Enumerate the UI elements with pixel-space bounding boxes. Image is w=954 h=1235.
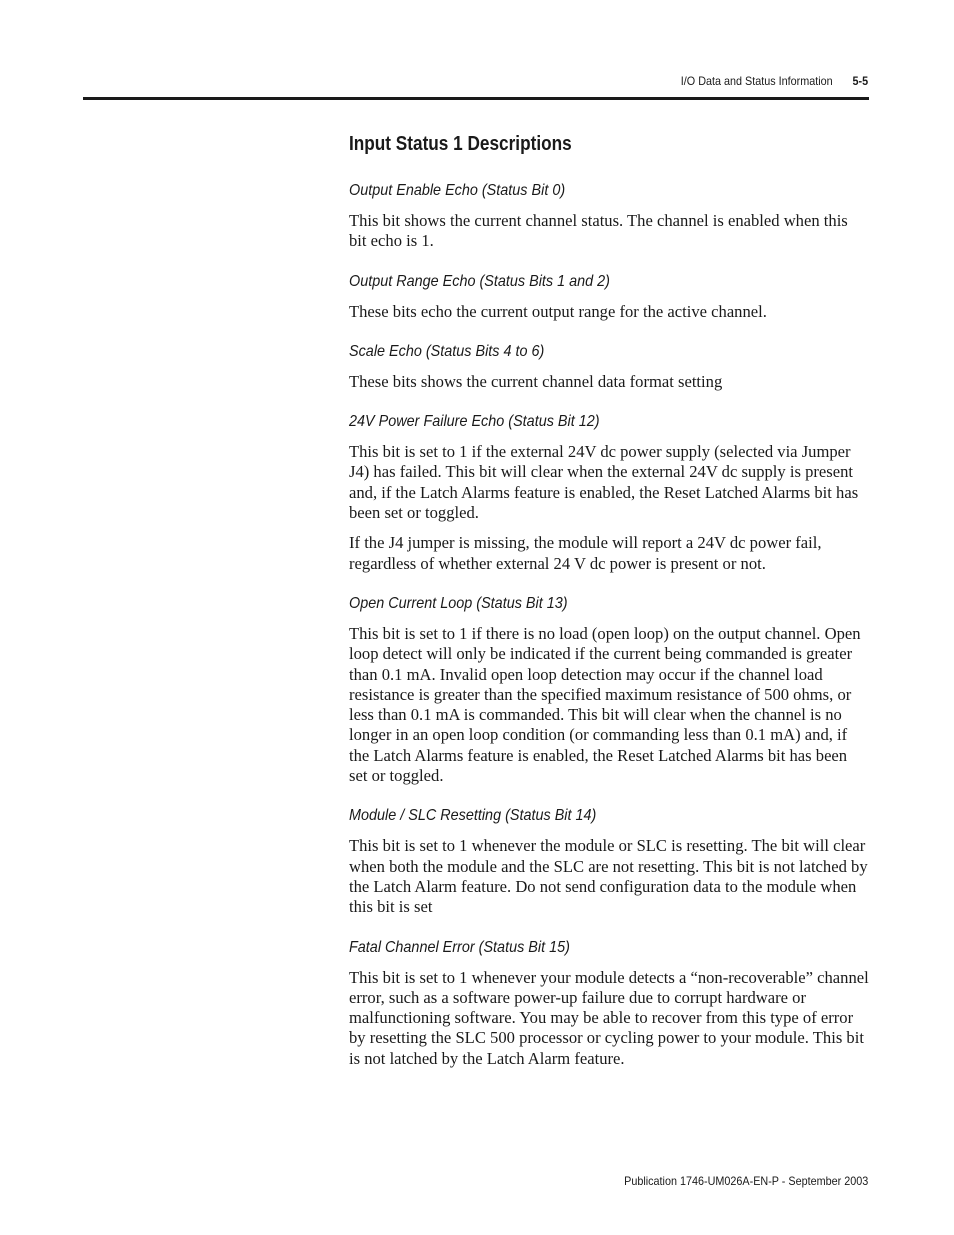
item-heading: Output Enable Echo (Status Bit 0): [349, 182, 566, 199]
header-section-name: I/O Data and Status Information: [680, 74, 833, 88]
item-paragraph: This bit shows the current channel status. The channel is enabled when this bit echo is 1.: [349, 211, 848, 251]
item-paragraph: This bit is set to 1 if the external 24V dc power supply (selected via Jumper J4) has failed. This bit will clear when the external 24V dc supply is present and, if the Latch Alarms feature is enabled, the Reset Latched Alarms bit has been set or toggled.: [349, 442, 859, 523]
item-heading: Output Range Echo (Status Bits 1 and 2): [349, 272, 610, 290]
publication-footer: Publication 1746-UM026A-EN-P - September 2003: [623, 1174, 868, 1188]
item-paragraph: This bit is set to 1 whenever the module or SLC is resetting. The bit will clear when both the module and the SLC are not resetting. This bit is not latched by the Latch Alarm feature. Do not send configuration data to the module when this bit is set: [349, 836, 868, 917]
item-paragraph: These bits echo the current output range for the active channel.: [349, 301, 767, 321]
page-number: 5-5: [852, 74, 868, 88]
header-rule: [83, 97, 869, 100]
item-heading: Scale Echo (Status Bits 4 to 6): [349, 342, 545, 360]
item-heading: Module / SLC Resetting (Status Bit 14): [349, 807, 597, 825]
section-scale-echo: [349, 343, 869, 392]
item-paragraph: This bit is set to 1 whenever your module detects a “non-recoverable” channel error, such as a software power-up failure due to corrupt hardware or malfunctioning software. You may be able to recover from this type of error by resetting the SLC 500 processor or cycling power to your module. This bit is not latched by the Latch Alarm feature.: [349, 967, 869, 1068]
section-module-slc-resetting: [349, 807, 869, 917]
section-open-current-loop: [349, 595, 869, 786]
section-title: Input Status 1 Descriptions: [349, 133, 572, 155]
main-content: [349, 133, 869, 1090]
item-heading: 24V Power Failure Echo (Status Bit 12): [349, 413, 600, 431]
running-header: [681, 74, 868, 88]
item-paragraph: This bit is set to 1 if there is no load (open loop) on the output channel. Open loop detect will only be indicated if the current being commanded is greater than 0.1 mA. Invalid open loop detection may occur if the channel load resistance is greater than the specified maximum resistance of 500 ohms, or less than 0.1 mA is commanded. This bit will clear when the channel is no longer in an open loop condition (or commanding less than 0.1 mA) and, if the Latch Alarms feature is enabled, the Reset Latched Alarms bit has been set or toggled.: [349, 623, 861, 786]
section-output-range-echo: [349, 273, 869, 322]
item-paragraph: These bits shows the current channel data format setting: [349, 371, 723, 391]
section-24v-power-failure-echo: [349, 413, 869, 574]
section-output-enable-echo: [349, 182, 869, 252]
item-heading: Open Current Loop (Status Bit 13): [349, 594, 568, 612]
section-fatal-channel-error: [349, 939, 869, 1069]
item-heading: Fatal Channel Error (Status Bit 15): [349, 938, 570, 956]
item-paragraph: If the J4 jumper is missing, the module will report a 24V dc power fail, regardless of whether external 24 V dc power is present or not.: [349, 533, 822, 573]
